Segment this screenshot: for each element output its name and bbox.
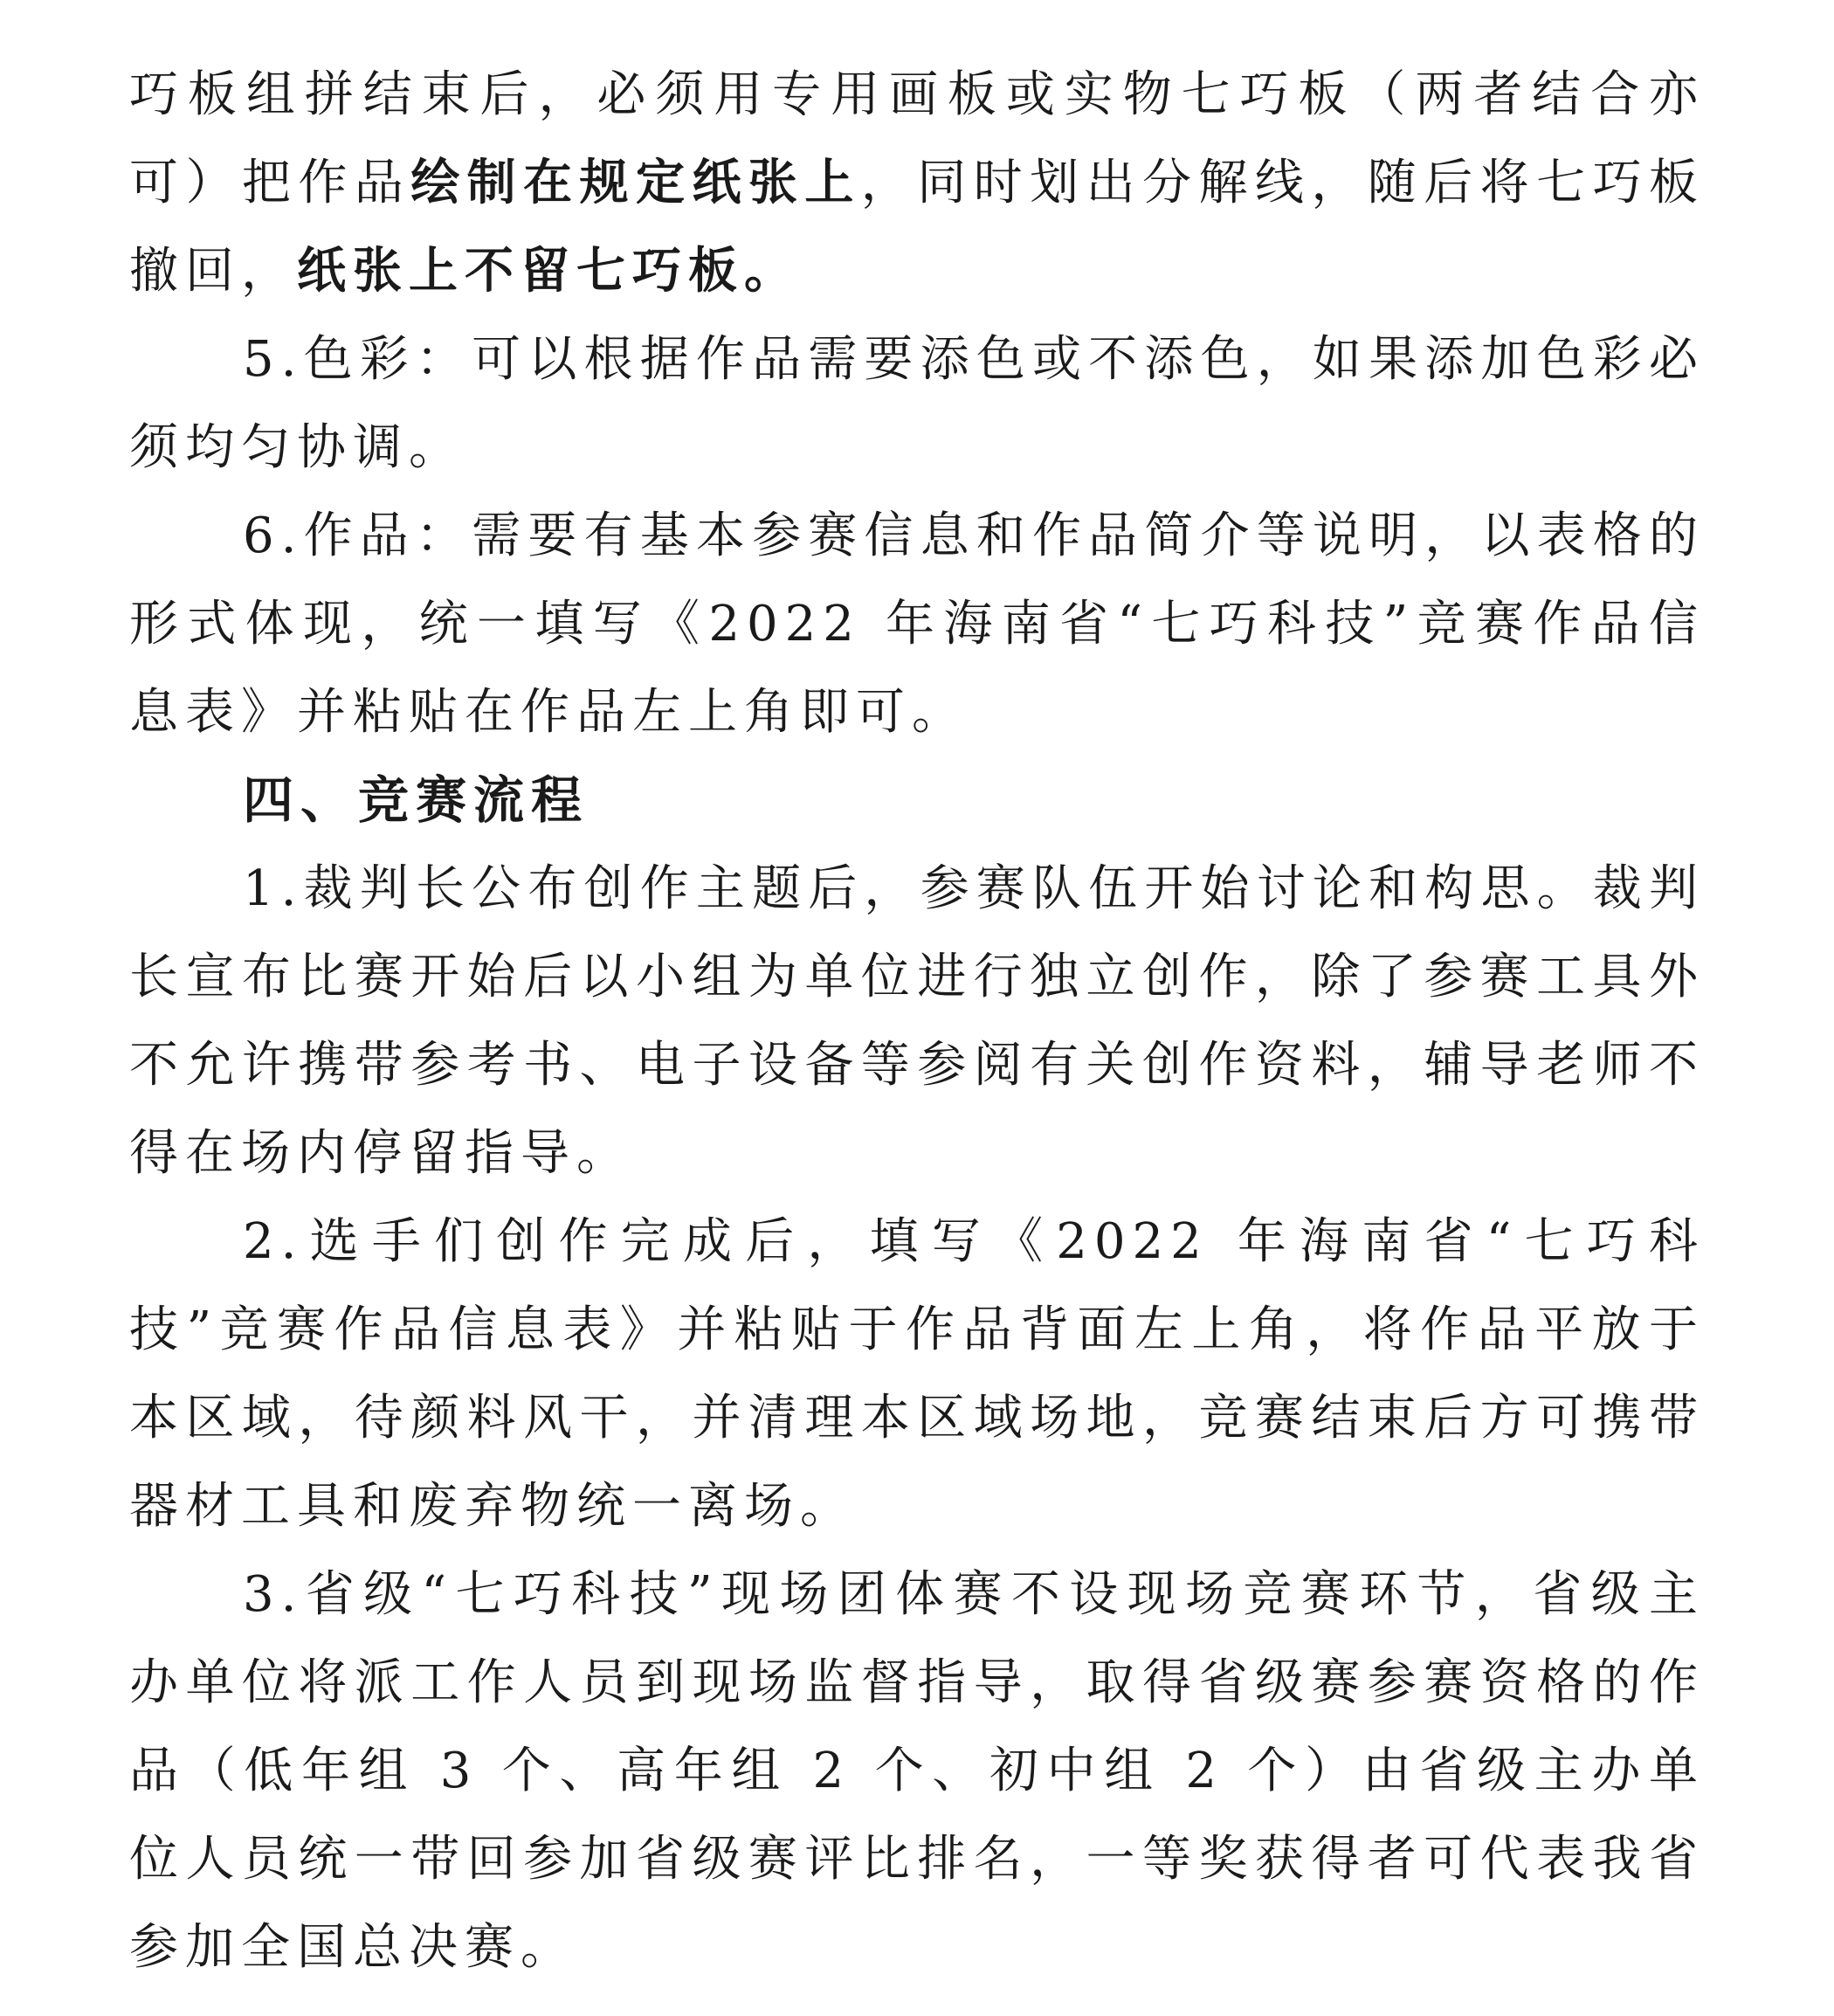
paragraph-item-6-work: 6.作品：需要有基本参赛信息和作品简介等说明，以表格的形式体现，统一填写《2022 年海南省“七巧科技”竞赛作品信息表》并粘贴在作品左上角即可。 — [129, 507, 1705, 741]
paragraph-process-2: 2.选手们创作完成后，填写《2022 年海南省“七巧科技”竞赛作品信息表》并粘贴于作品背面左上角，将作品平放于本区域，待颜料风干，并清理本区域场地，竞赛结束后方可携带器材工具和废弃物统一离场。 — [129, 1213, 1705, 1535]
paragraph-item-5-color: 5.色彩：可以根据作品需要添色或不添色，如果添加色彩必须均匀协调。 — [129, 331, 1705, 476]
paragraph-process-1: 1.裁判长公布创作主题后，参赛队伍开始讨论和构思。裁判长宣布比赛开始后以小组为单位进行独立创作，除了参赛工具外不允许携带参考书、电子设备等参阅有关创作资料，辅导老师不得在场内停留指导。 — [129, 860, 1705, 1182]
paragraph-continuation — [129, 51, 1705, 315]
paragraph-process-3: 3.省级“七巧科技”现场团体赛不设现场竞赛环节，省级主办单位将派工作人员到现场监督指导，取得省级赛参赛资格的作品（低年组 3 个、高年组 2 个、初中组 2 个）由省级主办单位人员统一带回参加省级赛评比排名，一等奖获得者可代表我省参加全国总决赛。 — [129, 1566, 1705, 1976]
section-heading-competition-process: 四、竞赛流程 — [243, 770, 590, 830]
continuation-text-a: 巧板组拼结束后，必须用专用画板或实物七巧板（两者结合亦可）把作品 — [129, 66, 1705, 211]
continuation-bold-a: 绘制在规定纸张上 — [410, 155, 861, 211]
continuation-bold-b: 纸张上不留七巧板。 — [297, 243, 800, 300]
continuation-text-b: ，同时划出分解线，随后将七巧板撤回， — [129, 155, 1706, 300]
document-page — [129, 51, 1705, 1992]
